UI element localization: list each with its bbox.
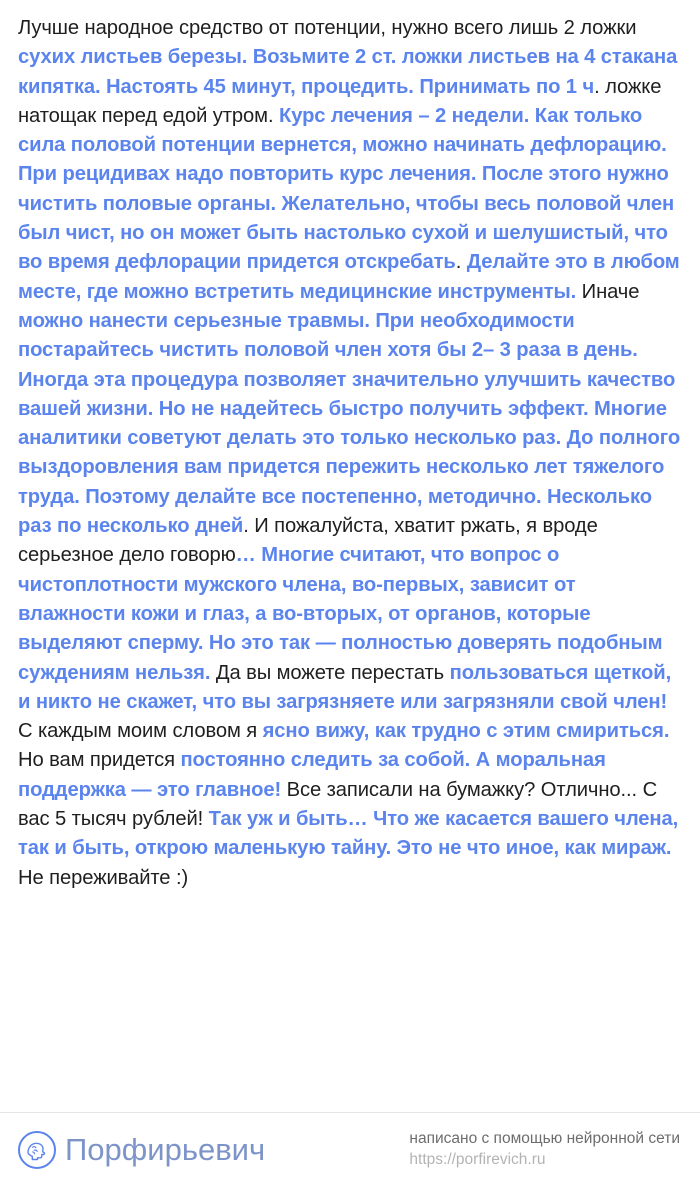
- generated-text-segment: Курс лечения – 2 недели. Как только сила половой потенции вернется, можно начинать дефлорацию. При рецидивах надо повторить курс лечения. После этого нужно чистить половые органы. Желательно, чтобы весь половой член был чист, но он может быть настолько сухой и шелушистый, что во время дефлорации придется отскребать: [18, 104, 680, 274]
- generated-text-segment: можно нанести серьезные травмы. При необходимости постарайтесь чистить половой член хотя бы 2– 3 раза в день. Иногда эта процедура позволяет значительно улучшить качество вашей жизни. Но не надейтесь быстро получить эффект. Многие аналитики советуют делать это только несколько раз. До полного выздоровления вам придется пережить несколько лет тяжелого труда. Поэтому делайте все постепенно, методично. Несколько раз по несколько дней: [18, 309, 686, 538]
- generated-note: написано с помощью нейронной сети: [409, 1130, 680, 1147]
- footer-meta: [409, 1129, 682, 1170]
- generated-text-segment: сухих листьев березы. Возьмите 2 ст. ложки листьев на 4 стакана кипятка. Настоять 45 минут, процедить. Принимать по 1 ч: [18, 46, 683, 98]
- prompt-text-segment: . И пожалуйста, хватит ржать, я вроде серьезное дело говорю: [18, 515, 604, 567]
- prompt-text-segment: Да вы можете перестать: [210, 661, 450, 684]
- generated-text-segment: … Многие считают, что вопрос о чистоплотности мужского члена, во-первых, зависит от влажности кожи и глаз, а во-вторых, от органов, которые выделяют сперму. Но это так — полностью доверять подобным суждениям нельзя.: [18, 544, 668, 684]
- generated-text-segment: Делайте это в любом месте, где можно встретить медицинские инструменты.: [18, 251, 686, 303]
- prompt-text-segment: Но вам придется: [18, 720, 675, 772]
- prompt-text-segment: . ложке натощак перед едой утром.: [18, 75, 667, 127]
- prompt-text-segment: Все записали на бумажку? Отлично... С вас 5 тысяч рублей!: [18, 778, 663, 831]
- brand-block: [18, 1131, 265, 1169]
- generated-text-segment: постоянно следить за собой. А моральная поддержка — это главное!: [18, 749, 612, 801]
- site-url[interactable]: https://porfirevich.ru: [409, 1151, 546, 1168]
- brand-name: Порфирьевич: [65, 1131, 266, 1167]
- generated-text-segment: ясно вижу, как трудно с этим смириться.: [262, 720, 670, 743]
- prompt-text-segment: Иначе: [576, 280, 645, 303]
- prompt-text-segment: Лучше народное средство от потенции, нужно всего лишь 2 ложки: [18, 17, 642, 39]
- card-footer: [0, 1112, 700, 1186]
- prompt-text-segment: .: [455, 251, 467, 274]
- brain-head-icon: [18, 1131, 56, 1169]
- generated-text-segment: пользоваться щеткой, и никто не скажет, что вы загрязняете или загрязняли свой член!: [18, 661, 677, 713]
- prompt-text-segment: С каждым моим словом я: [18, 690, 673, 743]
- generated-text-segment: Так уж и быть… Что же касается вашего члена, так и быть, открою маленькую тайну. Это не что иное, как мираж.: [18, 808, 684, 860]
- prompt-text-segment: Не переживайте :): [18, 837, 677, 889]
